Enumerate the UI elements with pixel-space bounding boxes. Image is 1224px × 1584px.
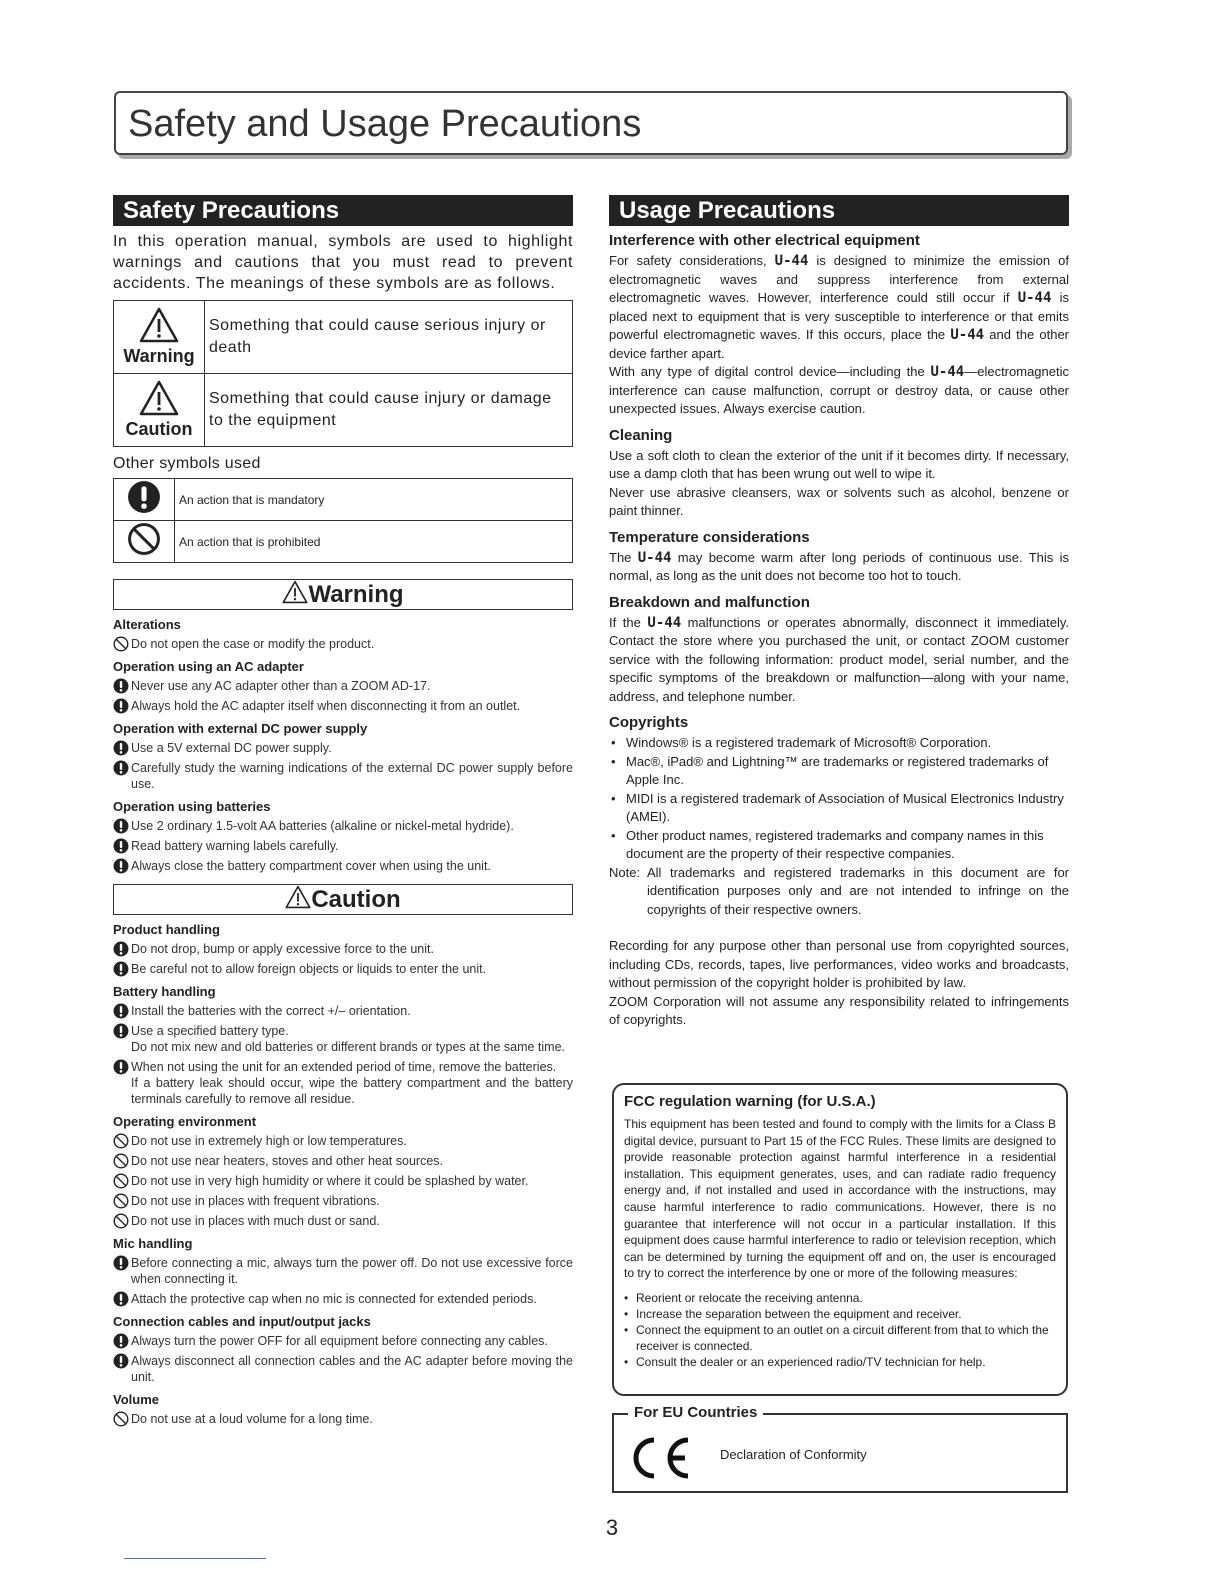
ce-mark-icon <box>628 1435 692 1481</box>
usage-column <box>609 195 1069 1030</box>
fcc-measure: • Increase the separation between the equipment and receiver. <box>624 1306 962 1321</box>
precaution-section-title: Volume <box>113 1392 159 1407</box>
fcc-measure: • Reorient or relocate the receiving antenna. <box>624 1290 863 1305</box>
product-name: U-44 <box>647 614 682 631</box>
precaution-section-title: Operation using an AC adapter <box>113 659 304 674</box>
precaution-item <box>113 1193 573 1209</box>
interference-title: Interference with other electrical equipment <box>609 232 920 249</box>
precaution-item <box>113 698 573 714</box>
copyright-bullet: • MIDI is a registered trademark of Association of Musical Electronics Industry (AMEI). <box>611 790 1064 824</box>
fcc-measure: • Connect the equipment to an outlet on a circuit different from that to which the receiver is connected. <box>624 1322 1049 1353</box>
interference-paragraph: For safety considerations, U-44 is designed to minimize the emission of electromagnetic waves and suppress interference from external electromagnetic waves. However, interference could still occur if U-44 is placed next to equipment that is very susceptible to interference or that emits powerful electromagnetic waves. If this occurs, place the U-44 and the other device farther apart. <box>609 253 1070 361</box>
prohibited-icon <box>113 1411 129 1427</box>
mandatory-icon <box>113 858 129 874</box>
symbol-row-caution <box>114 374 573 447</box>
warning-header-title: Warning <box>308 581 404 608</box>
precaution-item <box>113 1353 573 1385</box>
mandatory-icon <box>113 838 129 854</box>
precaution-text: Always disconnect all connection cables and the AC adapter before moving the unit. <box>131 1354 573 1384</box>
precaution-item <box>113 1411 573 1427</box>
copyright-bullet: • Mac®, iPad® and Lightning™ are trademarks or registered trademarks of Apple Inc. <box>611 753 1049 787</box>
temperature-title: Temperature considerations <box>609 528 810 546</box>
copyright-bullet: • Other product names, registered trademarks and company names in this document are the property of their respective companies. <box>611 827 1044 861</box>
product-name: U-44 <box>774 253 809 269</box>
precaution-text: Do not use at a loud volume for a long time. <box>131 1412 373 1426</box>
mandatory-icon <box>113 760 129 776</box>
temperature-paragraph: The U-44 may become warm after long periods of continuous use. This is normal, as long as the unit does not become too hot to touch. <box>609 549 1069 583</box>
mandatory-text: An action that is mandatory <box>175 479 573 521</box>
precaution-section-title: Operation using batteries <box>113 799 271 814</box>
prohibited-icon <box>113 1173 129 1189</box>
safety-heading: Safety Precautions <box>113 195 573 226</box>
fcc-measures <box>624 1290 1056 1370</box>
mandatory-icon <box>113 818 129 834</box>
fcc-box <box>612 1083 1068 1396</box>
mandatory-icon <box>113 1333 129 1349</box>
breakdown-title: Breakdown and malfunction <box>609 593 810 611</box>
other-symbol-row <box>114 479 573 521</box>
caution-header <box>113 884 573 915</box>
precaution-subtext: If a battery leak should occur, wipe the battery compartment and the battery terminals carefully to remove all residue. <box>131 1076 573 1106</box>
precaution-item <box>113 961 573 977</box>
precaution-subtext: Do not mix new and old batteries or different brands or types at the same time. <box>131 1040 566 1054</box>
cleaning-paragraph-2: Never use abrasive cleansers, wax or solvents such as alcohol, benzene or paint thinner. <box>609 484 1069 518</box>
precaution-item <box>113 678 573 694</box>
prohibited-text: An action that is prohibited <box>175 521 573 563</box>
prohibited-icon <box>113 1133 129 1149</box>
precaution-text: Carefully study the warning indications of the external DC power supply before use. <box>131 761 573 791</box>
precaution-text: Do not use in very high humidity or where it could be splashed by water. <box>131 1174 529 1188</box>
precaution-item <box>113 838 573 854</box>
usage-heading: Usage Precautions <box>609 195 1069 226</box>
product-name: U-44 <box>950 327 985 343</box>
other-symbol-row <box>114 521 573 563</box>
warning-header <box>113 579 573 610</box>
interference-paragraph-2: With any type of digital control device—including the U-44—electromagnetic interference can cause malfunction, corrupt or destroy data, or cause other unexpected issues. Always exercise caution. <box>609 364 1069 416</box>
precaution-item <box>113 1023 573 1055</box>
precaution-item <box>113 1133 573 1149</box>
fcc-measure: • Consult the dealer or an experienced radio/TV technician for help. <box>624 1354 986 1369</box>
precaution-text: Before connecting a mic, always turn the power off. Do not use excessive force when connecting it. <box>131 1256 573 1286</box>
mandatory-icon <box>113 1023 129 1039</box>
precaution-text: Use a specified battery type. Do not mix new and old batteries or different brands or types at the same time. <box>131 1023 573 1055</box>
mandatory-icon <box>113 1255 129 1271</box>
eu-declaration: Declaration of Conformity <box>720 1447 867 1462</box>
mandatory-icon <box>113 1353 129 1369</box>
precaution-text: Do not use in places with much dust or sand. <box>131 1214 380 1228</box>
precaution-text: Install the batteries with the correct +/– orientation. <box>131 1004 411 1018</box>
mandatory-icon <box>113 1291 129 1307</box>
precaution-item <box>113 818 573 834</box>
precaution-item <box>113 1255 573 1287</box>
precaution-text: Attach the protective cap when no mic is connected for extended periods. <box>131 1292 537 1306</box>
mandatory-icon <box>113 1059 129 1075</box>
precaution-item <box>113 1213 573 1229</box>
caution-triangle-icon <box>285 885 311 909</box>
precaution-text: Use a 5V external DC power supply. <box>131 741 332 755</box>
fcc-title: FCC regulation warning (for U.S.A.) <box>624 1093 876 1110</box>
precaution-section-title: Connection cables and input/output jacks <box>113 1314 371 1329</box>
warning-symbol-text: Something that could cause serious injury or death <box>205 301 573 374</box>
prohibited-icon <box>113 636 129 652</box>
precaution-text: Do not use near heaters, stoves and other heat sources. <box>131 1154 443 1168</box>
caution-triangle-icon <box>139 380 179 416</box>
caution-symbol <box>114 374 205 447</box>
recording-paragraph: Recording for any purpose other than personal use from copyrighted sources, including CDs, records, tapes, live performances, video works and broadcasts, without permission of the copyright holder is prohibited by law. <box>609 938 1069 990</box>
precaution-text: Always hold the AC adapter itself when disconnecting it from an outlet. <box>131 699 521 713</box>
prohibited-icon <box>113 1153 129 1169</box>
responsibility-paragraph: ZOOM Corporation will not assume any responsibility related to infringements of copyrights. <box>609 993 1069 1027</box>
page-title: Safety and Usage Precautions <box>128 103 642 145</box>
precaution-section-title: Battery handling <box>113 984 216 999</box>
eu-box <box>612 1404 1068 1493</box>
precaution-section-title: Mic handling <box>113 1236 193 1251</box>
product-name: U-44 <box>637 549 672 566</box>
other-symbols-heading: Other symbols used <box>113 455 261 472</box>
precaution-item <box>113 1173 573 1189</box>
mandatory-icon <box>113 678 129 694</box>
mandatory-icon <box>113 941 129 957</box>
product-name: U-44 <box>1017 290 1052 306</box>
mandatory-icon <box>113 698 129 714</box>
page-number: 3 <box>605 1515 619 1540</box>
mandatory-icon <box>113 740 129 756</box>
cleaning-paragraph: Use a soft cloth to clean the exterior of the unit if it becomes dirty. If necessary, use a damp cloth that has been wrung out well to wipe it. <box>609 447 1069 481</box>
precaution-text: Use 2 ordinary 1.5-volt AA batteries (alkaline or nickel-metal hydride). <box>131 819 514 833</box>
caution-list <box>113 921 573 1427</box>
precaution-text: Do not use in places with frequent vibrations. <box>131 1194 380 1208</box>
product-name: U-44 <box>930 364 965 380</box>
caution-header-title: Caution <box>311 886 401 913</box>
prohibited-icon <box>113 1213 129 1229</box>
precaution-text: Do not use in extremely high or low temperatures. <box>131 1134 407 1148</box>
precaution-item <box>113 941 573 957</box>
precaution-item <box>113 740 573 756</box>
precaution-text: Always close the battery compartment cover when using the unit. <box>131 859 491 873</box>
prohibited-icon <box>113 1193 129 1209</box>
precaution-item <box>113 1333 573 1349</box>
copyright-note: Note: All trademarks and registered trademarks in this document are for identification purposes only and are not intended to infringe on the copyrights of their respective owners. <box>609 864 1069 917</box>
mandatory-icon <box>113 961 129 977</box>
precaution-text: Do not drop, bump or apply excessive force to the unit. <box>131 942 434 956</box>
fcc-text: This equipment has been tested and found to comply with the limits for a Class B digital device, pursuant to Part 15 of the FCC Rules. These limits are designed to provide reasonable protection against harmful interference in a residential installation. This equipment generates, uses, and can radiate radio frequency energy and, if not installed and used in accordance with the instructions, may cause harmful interference to radio communications. However, there is no guarantee that interference will not occur in a particular installation. If this equipment does cause harmful interference to radio or television reception, which can be determined by turning the equipment off and on, the user is encouraged to try to correct the interference by one or more of the following measures: <box>624 1117 1056 1281</box>
warning-symbol-label: Warning <box>123 346 195 366</box>
precaution-section-title: Operation with external DC power supply <box>113 721 368 736</box>
safety-intro: In this operation manual, symbols are used to highlight warnings and cautions that you must read to prevent accidents. The meanings of these symbols are as follows. <box>113 233 573 292</box>
copyrights-title: Copyrights <box>609 714 689 731</box>
copyright-bullet: • Windows® is a registered trademark of Microsoft® Corporation. <box>611 735 992 750</box>
other-symbols-table <box>113 478 573 563</box>
precaution-item <box>113 1003 573 1019</box>
page-title-box <box>114 91 1068 155</box>
breakdown-paragraph: If the U-44 malfunctions or operates abnormally, disconnect it immediately. Contact the store where you purchased the unit, or contact ZOOM customer service with the following information: product model, serial number, and the specific symptoms of the breakdown or malfunction—along with your name, address, and telephone number. <box>609 614 1069 704</box>
warning-list <box>113 616 573 874</box>
warning-triangle-icon <box>139 307 179 343</box>
precaution-item <box>113 1153 573 1169</box>
link-underline <box>124 1558 266 1559</box>
precaution-item <box>113 858 573 874</box>
mandatory-icon <box>127 480 161 514</box>
precaution-text: Be careful not to allow foreign objects or liquids to enter the unit. <box>131 962 487 976</box>
symbol-row-warning <box>114 301 573 374</box>
precaution-text: Never use any AC adapter other than a ZOOM AD-17. <box>131 679 431 693</box>
precaution-section-title: Alterations <box>113 617 181 632</box>
caution-symbol-label: Caution <box>125 419 193 439</box>
precaution-text: Read battery warning labels carefully. <box>131 839 339 853</box>
precaution-text: Always turn the power OFF for all equipment before connecting any cables. <box>131 1334 548 1348</box>
eu-title: For EU Countries <box>628 1404 763 1421</box>
precaution-item <box>113 1291 573 1307</box>
warning-symbol <box>114 301 205 374</box>
cleaning-title: Cleaning <box>609 426 673 444</box>
precaution-section-title: Product handling <box>113 922 220 937</box>
precaution-text: Do not open the case or modify the product. <box>131 637 375 651</box>
warning-triangle-icon <box>282 580 308 604</box>
prohibited-icon <box>127 522 161 556</box>
precaution-item <box>113 1059 573 1107</box>
precaution-item <box>113 636 573 652</box>
symbol-table <box>113 300 573 447</box>
precaution-section-title: Operating environment <box>113 1114 257 1129</box>
precaution-text: When not using the unit for an extended period of time, remove the batteries. If a battery leak should occur, wipe the battery compartment and the battery terminals carefully to remove all residue. <box>131 1060 573 1106</box>
caution-symbol-text: Something that could cause injury or damage to the equipment <box>205 374 573 447</box>
mandatory-icon <box>113 1003 129 1019</box>
precaution-item <box>113 760 573 792</box>
safety-column <box>113 195 573 1431</box>
